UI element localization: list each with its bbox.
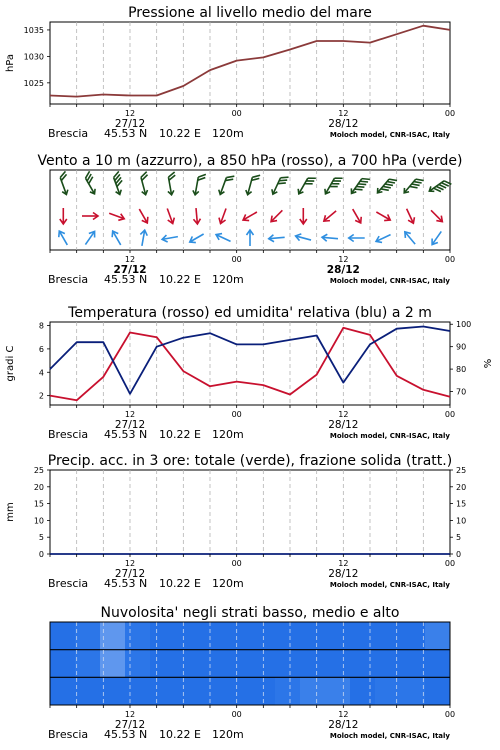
station-lat: 45.53 N [104, 428, 148, 441]
heatmap-cell [400, 622, 426, 650]
x-tick-label: 00 [231, 710, 242, 719]
station-name: Brescia [48, 577, 89, 590]
heatmap-cell [200, 622, 226, 650]
heatmap-cell [75, 677, 101, 705]
y-tick-label: 5 [38, 533, 44, 543]
y-tick-label: 0 [38, 550, 44, 559]
y-tick-label: 2 [38, 391, 44, 401]
wind-barb [193, 208, 201, 225]
x-tick-label: 00 [444, 410, 456, 419]
heatmap-cell [225, 650, 251, 678]
heatmap-cell [300, 677, 326, 705]
heatmap-cell [275, 650, 301, 678]
wind-barb [268, 234, 285, 242]
chart-title: Vento a 10 m (azzurro), a 850 hPa (rosso), a 700 hPa (verde) [37, 153, 463, 169]
heatmap-cell [425, 622, 451, 650]
heatmap-cell [250, 622, 276, 650]
model-credit: Moloch model, CNR-ISAC, Italy [329, 732, 450, 740]
heatmap-cell [325, 677, 351, 705]
heatmap-cell [75, 622, 101, 650]
y-tick-label: 15 [33, 499, 44, 509]
heatmap-cell [175, 677, 201, 705]
wind-barb [162, 233, 179, 243]
wind-barb [322, 234, 339, 242]
wind-barb [215, 231, 232, 244]
wind-barb [295, 233, 312, 244]
heatmap-cell [250, 650, 276, 678]
x-tick-label: 00 [231, 559, 242, 568]
wind-barb [322, 208, 339, 224]
wind-barb [108, 210, 125, 222]
station-name: Brescia [48, 127, 89, 140]
heatmap-cell [100, 650, 126, 678]
station-altitude: 120m [212, 577, 244, 590]
y-axis-label: mm [5, 502, 16, 522]
wind-barb [428, 176, 452, 197]
x-date-label: 28/12 [328, 118, 359, 130]
x-tick-label: 00 [444, 710, 456, 719]
y-tick-label-right: 90 [456, 342, 467, 352]
station-lon: 10.22 E [159, 273, 201, 286]
station-lat: 45.53 N [104, 728, 148, 741]
x-tick-label: 00 [444, 255, 456, 264]
station-lon: 10.22 E [159, 577, 201, 590]
station-lat: 45.53 N [104, 127, 148, 140]
chart-title: Pressione al livello medio del mare [128, 5, 372, 21]
wind-barb [245, 173, 260, 197]
heatmap-cell [300, 622, 326, 650]
wind-barb [403, 207, 416, 224]
wind-barb [247, 230, 254, 246]
heatmap-cell [425, 650, 451, 678]
chart-title: Temperatura (rosso) ed umidita' relativa (blu) a 2 m [68, 305, 432, 321]
x-tick-label: 12 [124, 559, 136, 568]
x-tick-label: 12 [338, 109, 349, 118]
heatmap-cell [275, 622, 301, 650]
heatmap-cell [350, 677, 376, 705]
wind-barb [217, 173, 234, 197]
x-date-label: 28/12 [326, 264, 360, 276]
station-lon: 10.22 E [159, 127, 201, 140]
heatmap-cell [300, 650, 326, 678]
x-date-label: 28/12 [328, 419, 359, 431]
y-axis-label: hPa [5, 53, 16, 73]
heatmap-cell [150, 622, 176, 650]
wind-barb [109, 171, 126, 195]
wind-barb [56, 171, 73, 195]
heatmap-cell [325, 622, 351, 650]
x-tick-label: 12 [124, 410, 136, 419]
x-date-label: 27/12 [114, 118, 146, 130]
y-tick-label-right: 15 [456, 499, 467, 509]
heatmap-cell [100, 677, 126, 705]
y-tick-label: 20 [33, 482, 44, 492]
y-tick-label-right: 25 [456, 466, 467, 475]
station-lon: 10.22 E [159, 728, 201, 741]
y-tick-label-right: 20 [456, 482, 467, 492]
heatmap-cell [200, 677, 226, 705]
y-tick-label: 4 [38, 368, 44, 378]
heatmap-cell [425, 677, 451, 705]
wind-barb [241, 209, 258, 223]
station-name: Brescia [48, 273, 89, 286]
heatmap-cell [100, 622, 126, 650]
wind-barb [165, 172, 179, 195]
wind-barb [188, 231, 205, 245]
wind-barb [350, 207, 364, 224]
x-tick-label: 12 [124, 255, 136, 264]
wind-barb [270, 173, 288, 197]
heatmap-cell [75, 650, 101, 678]
plot-frame [50, 470, 450, 554]
heatmap-cell [325, 650, 351, 678]
wind-barb [60, 208, 67, 224]
x-tick-label: 12 [124, 710, 136, 719]
station-altitude: 120m [212, 428, 244, 441]
x-date-label: 28/12 [328, 568, 359, 580]
wind-barb [138, 230, 148, 247]
y-tick-label-right: 100 [456, 320, 472, 330]
x-tick-label: 00 [231, 109, 242, 118]
model-credit: Moloch model, CNR-ISAC, Italy [329, 432, 450, 440]
wind-barb [375, 231, 392, 244]
wind-barb [349, 235, 365, 242]
y-tick-label-right: 10 [456, 516, 467, 526]
wind-barb [217, 207, 229, 224]
x-tick-label: 00 [231, 255, 242, 264]
y-tick-label-right: 80 [456, 365, 467, 375]
heatmap-cell [350, 622, 376, 650]
x-tick-label: 12 [338, 710, 349, 719]
station-name: Brescia [48, 728, 89, 741]
heatmap-cell [400, 677, 426, 705]
station-altitude: 120m [212, 273, 244, 286]
precipitation-panel [5, 453, 466, 590]
chart-title: Nuvolosita' negli strati basso, medio e alto [100, 605, 400, 621]
wind-panel [37, 153, 462, 286]
model-credit: Moloch model, CNR-ISAC, Italy [329, 131, 450, 139]
y-axis-label-right: % [483, 358, 494, 369]
y-axis-label: gradi C [5, 345, 16, 382]
x-tick-label: 00 [231, 410, 242, 419]
station-altitude: 120m [212, 127, 244, 140]
y-tick-label-right: 5 [456, 533, 462, 543]
heatmap-cell [225, 677, 251, 705]
heatmap-cell [50, 622, 76, 650]
wind-barb [402, 230, 418, 247]
wind-barb [296, 173, 316, 197]
x-tick-label: 12 [338, 559, 349, 568]
y-tick-label-right: 70 [456, 387, 467, 397]
wind-barb [375, 174, 397, 197]
x-date-label: 27/12 [113, 264, 147, 276]
pressure-line [50, 26, 450, 97]
chart-title: Precip. acc. in 3 ore: totale (verde), frazione solida (tratt.) [47, 453, 453, 469]
x-tick-label: 12 [124, 109, 136, 118]
temperature-line [50, 328, 450, 401]
x-date-label: 28/12 [328, 719, 359, 731]
heatmap-cell [125, 677, 151, 705]
x-date-label: 27/12 [114, 419, 146, 431]
heatmap-cell [125, 650, 151, 678]
wind-barb [82, 213, 98, 220]
y-tick-label: 1025 [23, 78, 44, 88]
model-credit: Moloch model, CNR-ISAC, Italy [329, 581, 450, 589]
heatmap-cell [175, 650, 201, 678]
wind-barb [164, 207, 176, 224]
x-date-label: 27/12 [114, 568, 146, 580]
y-tick-label: 8 [38, 321, 44, 331]
wind-barb [402, 174, 424, 197]
plot-frame [50, 322, 450, 405]
x-tick-label: 12 [338, 410, 349, 419]
heatmap-cell [350, 650, 376, 678]
heatmap-cell [225, 622, 251, 650]
temperature-panel [5, 305, 494, 441]
wind-barb [110, 229, 124, 246]
heatmap-cell [275, 677, 301, 705]
pressure-panel [5, 5, 455, 140]
station-altitude: 120m [212, 728, 244, 741]
x-tick-label: 00 [444, 559, 456, 568]
y-tick-label: 10 [33, 516, 44, 526]
y-tick-label-right: 0 [456, 550, 462, 559]
wind-barb [323, 173, 343, 197]
heatmap-cell [50, 677, 76, 705]
y-tick-label: 1035 [23, 25, 44, 35]
wind-barb [429, 208, 445, 224]
model-credit: Moloch model, CNR-ISAC, Italy [329, 277, 450, 285]
heatmap-cell [150, 677, 176, 705]
heatmap-cell [175, 622, 201, 650]
x-date-label: 27/12 [114, 719, 146, 731]
x-tick-label: 12 [338, 255, 349, 264]
wind-barb [136, 207, 150, 224]
wind-barb [300, 208, 307, 224]
wind-barb [429, 229, 444, 246]
y-tick-label: 25 [33, 466, 44, 475]
cloud-panel [48, 605, 455, 741]
wind-barb [56, 229, 70, 246]
wind-barb [192, 173, 206, 196]
wind-barb [81, 171, 101, 195]
heatmap-cell [150, 650, 176, 678]
wind-barb [137, 172, 152, 196]
y-tick-label: 6 [38, 344, 44, 354]
wind-barb [83, 229, 98, 246]
station-lat: 45.53 N [104, 273, 148, 286]
station-lat: 45.53 N [104, 577, 148, 590]
heatmap-cell [50, 650, 76, 678]
heatmap-cell [125, 622, 151, 650]
plot-frame [50, 22, 450, 104]
station-name: Brescia [48, 428, 89, 441]
heatmap-cell [400, 650, 426, 678]
station-lon: 10.22 E [159, 428, 201, 441]
y-tick-label: 1030 [23, 52, 44, 62]
wind-barb [375, 209, 392, 223]
heatmap-cell [200, 650, 226, 678]
heatmap-cell [250, 677, 276, 705]
wind-barb [349, 174, 370, 198]
wind-barb [269, 208, 285, 224]
x-tick-label: 00 [444, 109, 456, 118]
